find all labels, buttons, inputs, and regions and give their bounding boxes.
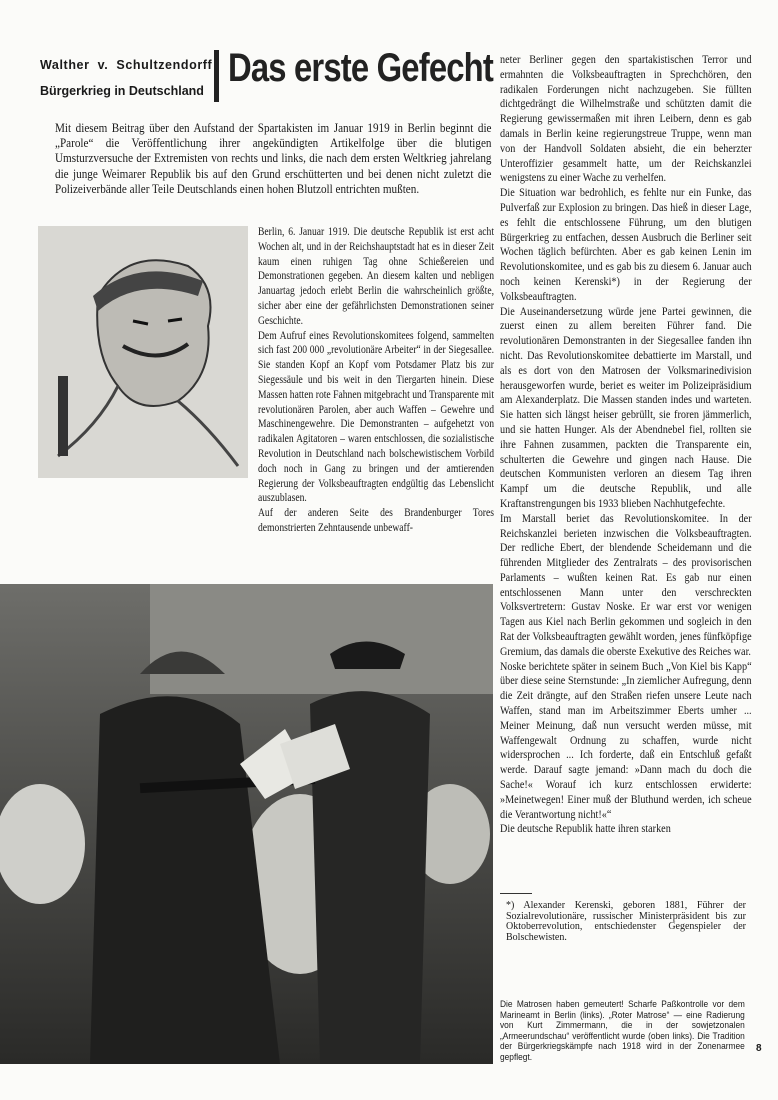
- right-column: [500, 52, 752, 836]
- article-title: Das erste Gefecht: [228, 46, 493, 90]
- passport-control-photo: [0, 584, 493, 1064]
- paragraph: Im Marstall beriet das Revolutionskomitee. In der Reichskanzlei berieten inzwischen die Volksbeauftragten. Der redliche Ebert, der blendende Scheidemann und die führenden Mitglieder des Zentralrats – des provisorischen Parlaments – wußten keinen Rat. Es gab nur einen entschlossenen Mann unter den verschreckten Volksvertretern: Gustav Noske. Er war erst vor wenigen Tagen aus Kiel nach Berlin gekommen und sogleich in den Rat der Volksbeauftragten gewählt worden, jenes fünfköpfige Gremium, das damals die oberste Exekutive des Reiches war.: [500, 510, 752, 658]
- paragraph: Die Situation war bedrohlich, es fehlte nur ein Funke, das Pulverfaß zur Explosion zu bringen. Das hieß in dieser Lage, es fehlt die entschlossene Führung, um den blutigen Bürgerkrieg zu entfachen, dessen Ausbruch die Berliner seit Wochen täglich befürchten. Aber es gab keinen Lenin im Revolutionskomitee, und es gab bis zu diesem 6. Januar auch noch keinen Kerenski*) in der Regierung der Volksbeauftragten.: [500, 185, 752, 303]
- paragraph: Noske berichtete später in seinem Buch „Von Kiel bis Kapp“ über diese seine Sternstunde: „In ziemlicher Aufregung, denn die Zeit drängte, auf den Straßen riefen unsere Leute nach Waffen, stand man im Arbeitszimmer Eberts umher ... Meiner Meinung, daß nun versucht werden müsse, mit Waffengewalt Ordnung zu schaffen, wurde nicht widersprochen ... Ich forderte, daß ein Entschluß gefaßt werde. Darauf sagte jemand: »Dann mach du doch die Sache!« Worauf ich kurz entschlossen erwiderte: »Meinetwegen! Einer muß der Bluthund werden, ich scheue die Verantwortung nicht!«“: [500, 658, 752, 821]
- paragraph: Die deutsche Republik hatte ihren starken: [500, 821, 671, 836]
- series-title: Bürgerkrieg in Deutschland: [40, 84, 204, 98]
- footnote-divider: [500, 893, 532, 894]
- paragraph: Auf der anderen Seite des Brandenburger Tores demonstrierten Zehntausende unbewaff-: [258, 505, 494, 534]
- sailor-etching-image: [38, 226, 248, 478]
- intro-paragraph: Mit diesem Beitrag über den Aufstand der Spartakisten im Januar 1919 in Berlin beginnt die „Parole“ die Veröffentlichung ihrer angekündigten Artikelfolge über die blutigen Umsturzversuche der Extremisten von rechts und links, die nach dem ersten Weltkrieg jahrelang die junge Weimarer Republik bis auf den Grund erschütterten und bei denen nicht zuletzt die Polizeiverbände aller Teile Deutschlands einen hohen Blutzoll entrichten mußten.: [55, 121, 492, 196]
- page-number: 8: [756, 1043, 762, 1054]
- paragraph: Die Auseinandersetzung würde jene Partei gewinnen, die zuerst einen zu allem bereiten Führer fand. Die revolutionären Demonstranten in der Siegesallee fanden ihn nicht. Das Revolutionskomitee debattierte im Marstall, und als es dort von den Matrosen der Volksmarinedivision herausgeworfen wurde, beriet es weiter im Polizeipräsidium am Alexanderplatz. Die Massen standen indes und warteten. Sie hatten sich längst heiser gebrüllt, sie froren jämmerlich, und sie hatten Hunger. Als der Abendnebel fiel, rollten sie ihre Fahnen zusammen, packten die Transparente ein, schulterten die Gewehre und gingen nach Hause. Die deutschen Kommunisten verloren an diesem Tag ihren Kampf um die deutsche Republik, und alle Kraftanstrengungen bis 1933 blieben Nachhutgefechte.: [500, 303, 752, 510]
- footnote: *) Alexander Kerenski, geboren 1881, Führer der Sozialrevolutionäre, russischer Ministerpräsident bis zur Oktoberrevolution, entschiedenster Gegenspieler der Bolschewisten.: [506, 900, 746, 943]
- paragraph: neter Berliner gegen den spartakistischen Terror und ermahnten die Volksbeauftragten in Sprechchören, den radikalen Forderungen nicht nachzugeben. Sie füllten dichtgedrängt die Wilhelmstraße und schützten damit die Regierung gewissermaßen mit ihren Leibern, denn es gab damals in Berlin keine regierungstreue Truppe, wenn man von der Handvoll Soldaten absieht, die ein beherzter Unteroffizier gesammelt hatte, um der Reichskanzlei wenigstens zu einer Wache zu verhelfen.: [500, 52, 752, 185]
- author-name: Walther v. Schultzendorff: [40, 58, 213, 72]
- paragraph: Berlin, 6. Januar 1919. Die deutsche Republik ist erst acht Wochen alt, und in der Reichshauptstadt hat es in dieser Zeit kaum einen ruhigen Tag ohne Schießereien und Demonstrationen gegeben. An diesem kalten und nebligen Januartag jedoch erlebt Berlin die wahrscheinlich größte, sicher aber eine der gefährlichsten Demonstrationen seiner Geschichte.: [258, 224, 494, 327]
- image-caption: Die Matrosen haben gemeutert! Scharfe Paßkontrolle vor dem Marineamt in Berlin (links). „Roter Matrose“ — eine Radierung von Kurt Zimmermann, die in der sowjetzonalen „Armeerundschau“ veröffentlicht wurde (oben links). Die Tradition der Bürgerkriegskämpfe nach 1918 wird in der Zonenarmee gepflegt.: [500, 999, 745, 1062]
- header-divider: [214, 50, 219, 102]
- middle-column: [258, 224, 494, 535]
- paragraph: Dem Aufruf eines Revolutionskomitees folgend, sammelten sich fast 200 000 „revolutionäre Arbeiter“ in der Siegesallee. Sie standen Kopf an Kopf vom Potsdamer Platz bis zur Siegessäule und bis weit in den Tiergarten hinein. Diese Massen hatten rote Fahnen mitgebracht und Transparente mit revolutionären Parolen, aber auch Waffen – Gewehre und Maschinengewehre. Die Demonstranten – aufgehetzt von radikalen Agitatoren – waren entschlossen, die sozialistische Revolution in Deutschland nach bolschewistischem Vorbild doch noch in Gang zu bringen und der amtierenden Regierung der Volksbeauftragten endgültig das Lebenslicht auszublasen.: [258, 327, 494, 505]
